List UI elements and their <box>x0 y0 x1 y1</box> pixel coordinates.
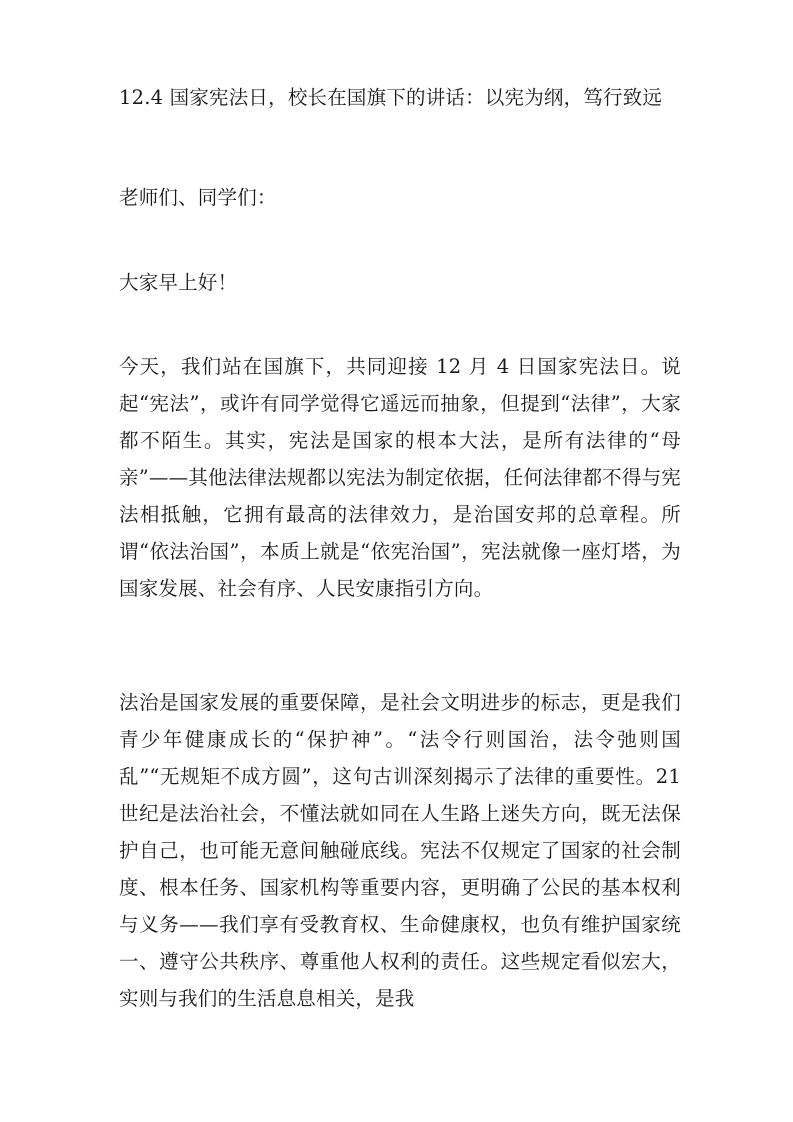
greeting: 大家早上好！ <box>119 271 238 294</box>
paragraph-1: 今天，我们站在国旗下，共同迎接 12 月 4 日国家宪法日。说起“宪法”，或许有同学觉得它遥远而抽象，但提到“法律”，大家都不陌生。其实，宪法是国家的根本大法，是所有法律的“母亲”——其他法律法规都以宪法为制定依据，任何法律都不得与宪法相抵触，它拥有最高的法律效力，是治国安邦的总章程。所谓“依法治国”，本质上就是“依宪治国”，宪法就像一座灯塔，为国家发展、社会有序、人民安康指引方向。 <box>119 355 681 600</box>
salutation: 老师们、同学们： <box>119 186 277 209</box>
document-title: 12.4 国家宪法日，校长在国旗下的讲话：以宪为纲，笃行致远 <box>119 86 663 109</box>
paragraph-2: 法治是国家发展的重要保障，是社会文明进步的标志，更是我们青少年健康成长的“保护神”。“法令行则国治，法令弛则国乱”“无规矩不成方圆”，这句古训深刻揭示了法律的重要性。21 世纪是法治社会，不懂法就如同在人生路上迷失方向，既无法保护自己，也可能无意间触碰底线。宪法不仅规定了国家的社会制度、根本任务、国家机构等重要内容，更明确了公民的基本权利与义务——我们享有受教育权、生命健康权，也负有维护国家统一、遵守公共秩序、尊重他人权利的责任。这些规定看似宏大，实则与我们的生活息息相关，是我 <box>119 691 681 1010</box>
